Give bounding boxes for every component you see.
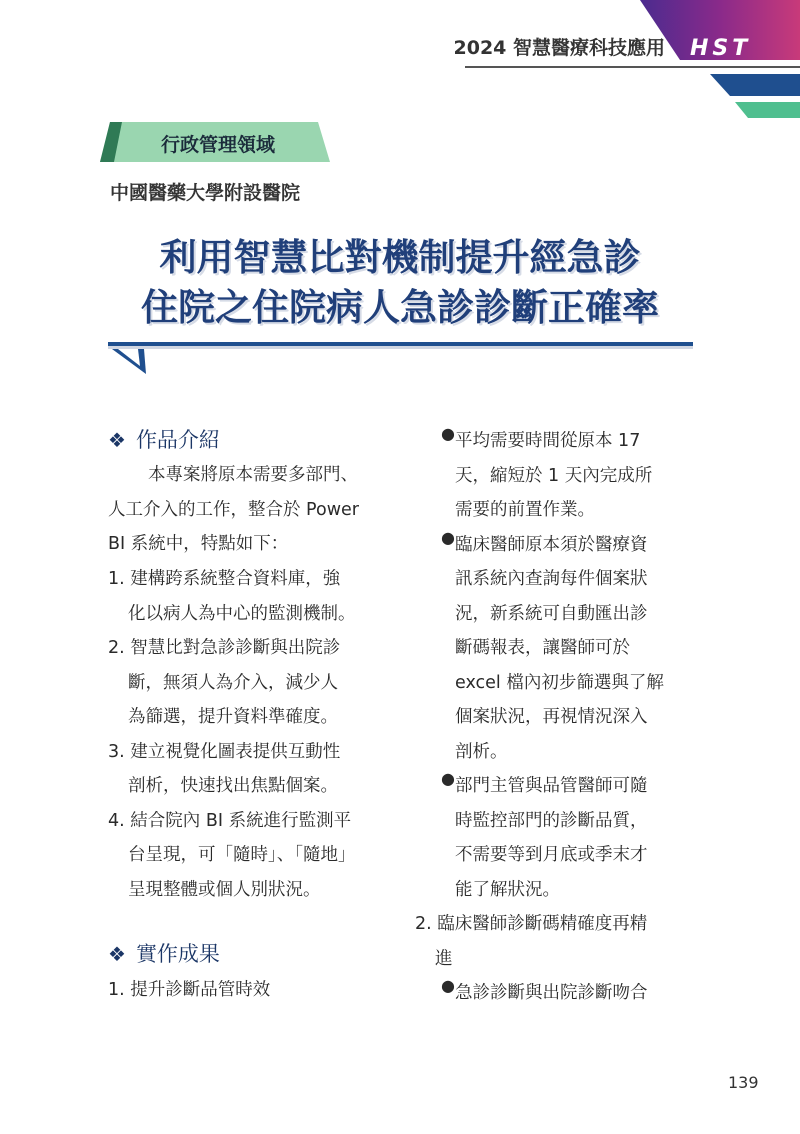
diamond-bullet-icon: ❖ <box>108 428 126 452</box>
list-line: 進 <box>435 948 453 969</box>
bullet-dot-icon: ● <box>441 527 455 547</box>
list-item <box>108 562 356 631</box>
intro-line: BI 系統中，特點如下： <box>108 534 289 554</box>
right-bullets-2 <box>441 976 648 1011</box>
feature-list <box>108 562 356 907</box>
list-line: 建立視覺化圖表提供互動性 <box>130 741 341 762</box>
bullet-line: 剖析。 <box>455 741 508 762</box>
diamond-bullet-icon: ❖ <box>108 942 126 966</box>
bullet-line: 個案狀況，再視情況深入 <box>455 707 648 727</box>
bullet-line: 天，縮短於 1 天內完成所 <box>455 465 653 486</box>
bullet-line: 不需要等到月底或季末才 <box>455 845 648 865</box>
intro-line: 人工介入的工作，整合於 Power <box>108 499 359 520</box>
list-number: 2. <box>108 638 125 658</box>
intro-line: 本專案將原本需要多部門、 <box>148 465 358 485</box>
category-label: 行政管理領域 <box>160 134 275 156</box>
list-item <box>108 804 356 908</box>
bullet-line: 斷碼報表，讓醫師可於 <box>455 638 630 658</box>
header-title: 2024 智慧醫療科技應用 <box>453 37 665 59</box>
bullet-line: 況，新系統可自動匯出診 <box>455 603 648 624</box>
list-line: 呈現整體或個人別狀況。 <box>128 879 321 900</box>
list-line: 台呈現，可「隨時」、「隨地」 <box>128 845 356 865</box>
bullet-dot-icon: ● <box>441 424 455 443</box>
page-number: 139 <box>728 1073 759 1092</box>
list-line: 臨床醫師診斷碼精確度再精 <box>437 914 648 934</box>
list-item <box>108 735 356 804</box>
bullet-line: 時監控部門的診斷品質， <box>455 810 648 831</box>
list-line: 斷，無須人為介入，減少人 <box>128 672 338 693</box>
title-line-2: 住院之住院病人急診診斷正確率 <box>141 286 659 329</box>
bullet-line: 能了解狀況。 <box>455 879 560 900</box>
bullet-item <box>441 527 664 770</box>
right-bullets-1 <box>441 424 664 907</box>
list-line: 剖析，快速找出焦點個案。 <box>128 776 338 796</box>
list-number: 1. <box>108 569 125 589</box>
title-line-1: 利用智慧比對機制提升經急診 <box>159 236 641 279</box>
list-line: 智慧比對急診診斷與出院診 <box>130 638 341 658</box>
list-item <box>108 631 356 735</box>
bullet-dot-icon: ● <box>441 769 455 788</box>
title-underline <box>108 342 698 378</box>
page-title <box>100 233 700 333</box>
bullet-item <box>441 424 664 528</box>
list-number: 4. <box>108 810 125 831</box>
bullet-item <box>441 976 648 1011</box>
header-decoration <box>0 0 800 130</box>
section-heading-results <box>108 938 220 968</box>
bullet-line: 需要的前置作業。 <box>455 500 595 520</box>
bullet-line: 臨床醫師原本須於醫療資 <box>455 534 648 555</box>
list-item <box>108 973 270 1008</box>
hospital-name: 中國醫藥大學附設醫院 <box>110 182 301 204</box>
section2-heading-text: 實作成果 <box>135 942 220 966</box>
results-list <box>108 973 270 1008</box>
bullet-line: 部門主管與品管醫師可隨 <box>455 776 648 796</box>
bullet-line: 平均需要時間從原本 17 <box>455 431 641 451</box>
section-heading-intro <box>108 424 220 454</box>
hst-logo: HST <box>690 36 752 61</box>
list-line: 建構跨系統整合資料庫，強 <box>130 569 341 589</box>
list-line: 提升診斷品管時效 <box>130 980 271 1000</box>
list-line: 為篩選，提升資料準確度。 <box>128 707 338 727</box>
section1-heading-text: 作品介紹 <box>135 428 220 452</box>
list-line: 化以病人為中心的監測機制。 <box>128 603 356 624</box>
list-line: 結合院內 BI 系統進行監測平 <box>130 810 352 831</box>
header-rule <box>465 66 800 68</box>
bullet-item <box>441 769 664 907</box>
list-number: 2. <box>415 914 432 934</box>
bullet-line: 急診診斷與出院診斷吻合 <box>455 983 648 1003</box>
intro-paragraph <box>108 458 359 562</box>
bullet-line: excel 檔內初步篩選與了解 <box>455 672 664 693</box>
list-number: 1. <box>108 980 125 1000</box>
right-numbered-item <box>415 907 647 976</box>
list-number: 3. <box>108 741 125 762</box>
bullet-line: 訊系統內查詢每件個案狀 <box>455 569 648 589</box>
bullet-dot-icon: ● <box>441 976 455 995</box>
